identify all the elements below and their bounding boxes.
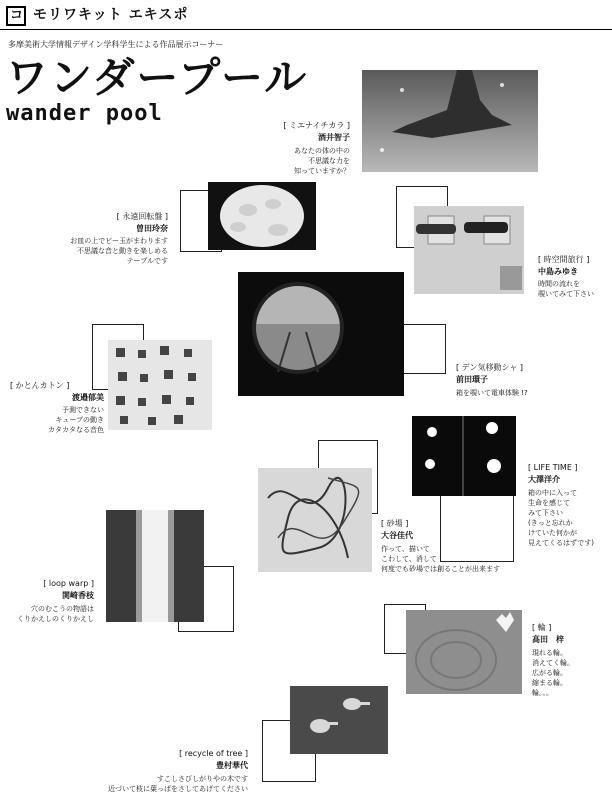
photo-cubes-grid — [108, 340, 212, 430]
work-1-artist: 酒井智子 — [318, 133, 350, 142]
title-ja: ワンダープール — [6, 53, 309, 102]
work-7-artist: 大谷佳代 — [381, 531, 413, 540]
work-2-artist: 曽田玲奈 — [136, 224, 168, 233]
work-6-desc: 箱の中に入って 生命を感じて みて下さい (きっと忘れか けていた何かが 見えてくるはずです) — [528, 489, 594, 547]
work-8-title: [ loop warp ] — [43, 579, 94, 588]
work-6-title: [ LIFE TIME ] — [528, 463, 578, 472]
work-2-desc: お皿の上でビー玉がまわります 不思議な音と動きを楽しめる テーブルです — [70, 237, 168, 265]
work-9-artist: 高田 梓 — [532, 635, 564, 644]
work-10-artist: 豊村華代 — [216, 761, 248, 770]
work-3-artist: 中島みゆき — [538, 267, 578, 276]
work-5-artist: 渡邉郁美 — [72, 393, 104, 402]
header-subtitle: 多摩美術大学情報デザイン学科学生による作品展示コーナー — [8, 40, 224, 49]
work-10-title: [ recycle of tree ] — [179, 749, 248, 758]
photo-wall-tubes — [414, 206, 524, 294]
work-7-title: [ 砂場 ] — [381, 519, 409, 528]
photo-sand-drawing — [258, 468, 372, 572]
work-2-title: [ 永遠回転盤 ] — [116, 212, 168, 221]
work-7-desc: 作って、描いて こわして、消して 何度でも砂場では創ることが出来ます — [381, 545, 500, 573]
work-4-desc: 箱を覗いて電車体験 !? — [456, 389, 528, 397]
work-6-artist: 大澤洋介 — [528, 475, 560, 484]
work-9-title: [ 輪 ] — [532, 623, 552, 632]
photo-train-porthole — [238, 272, 404, 396]
work-5-desc: 予測できない キューブの動き カタカタなる音色 — [48, 406, 104, 434]
photo-hand-water — [362, 70, 538, 172]
work-10-desc: すこしさびしがりやの木です 近づいて枝に葉っぱをさしてあげてください — [108, 775, 248, 793]
photo-table-paddles — [290, 686, 388, 754]
photo-rings-hand — [406, 610, 522, 694]
photo-light-orbs — [412, 416, 516, 496]
logo-mark: コ — [10, 8, 24, 23]
header-rule — [0, 29, 612, 30]
work-8-artist: 関崎香枝 — [62, 591, 94, 600]
photo-rotating-table — [208, 182, 316, 250]
brand-name: モリワキット エキスポ — [33, 7, 189, 23]
header-logo — [6, 6, 26, 26]
title-en: wander pool — [6, 101, 163, 126]
work-4-artist: 前田環子 — [456, 375, 488, 384]
work-3-desc: 時間の流れを 覗いてみて下さい — [538, 280, 594, 298]
work-3-title: [ 時空間旅行 ] — [538, 255, 590, 264]
work-4-title: [ デン気移動シャ ] — [456, 363, 524, 372]
photo-tunnel — [106, 510, 204, 622]
work-8-desc: 穴のむこうの物語は くりかえしのくりかえし — [17, 605, 94, 623]
work-1-title: [ ミエナイチカラ ] — [283, 121, 350, 130]
work-9-desc: 現れる輪。 消えてく輪。 広がる輪。 縮まる輪。 輪。。。 — [532, 649, 574, 697]
work-5-title: [ かとんカトン ] — [10, 381, 70, 390]
work-1-desc: あなたの体の中の 不思議な力を 知っていますか？ — [294, 147, 350, 175]
